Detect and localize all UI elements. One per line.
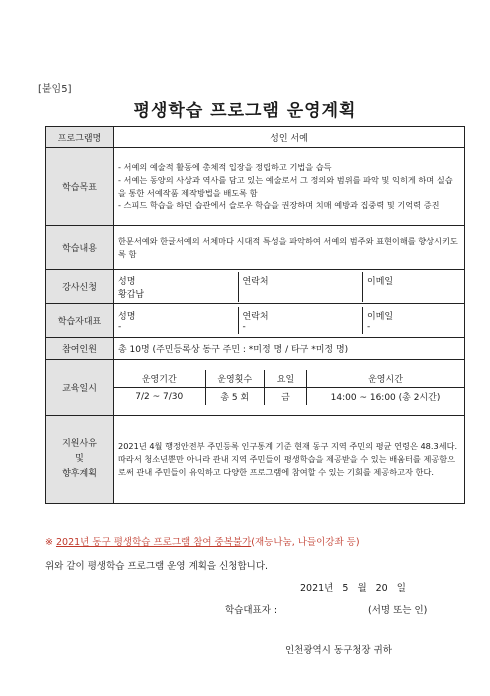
schedule-count-value: 총 5 회	[205, 388, 265, 406]
program-plan-table	[45, 126, 465, 504]
row-learner-rep	[46, 304, 465, 338]
schedule-header-period: 운영기간	[114, 370, 205, 388]
program-name-label: 프로그램명	[46, 127, 114, 148]
learner-rep-label: 학습자대표	[46, 304, 114, 338]
schedule-header-time: 운영시간	[307, 370, 465, 388]
apply-statement: 위와 같이 평생학습 프로그램 운영 계획을 신청합니다.	[45, 561, 269, 572]
reason-value: 2021년 4월 행정안전부 주민등록 인구통계 기준 현재 동구 지역 주민의 평균 연령은 48.3세다. 따라서 청소년뿐만 아니라 관내 지역 주민들이 평생학습을 제공받을 수 있는 배움터를 제공함으로써 관내 주민들이 유익하고 다양한 프로그램에 참여할 수 있는 기회를 제공하고자 한다.	[114, 416, 465, 504]
instructor-contact-label: 연락처	[242, 276, 269, 287]
row-content	[46, 226, 465, 270]
goal-item: - 스피드 학습을 하던 습관에서 슬로우 학습을 권장하며 치매 예방과 집중력 및 기억력 증진	[118, 200, 440, 211]
document-title: 평생학습 프로그램 운영계획	[133, 101, 357, 121]
learner-rep-email-label: 이메일	[367, 312, 394, 322]
schedule-time-value: 14:00 ~ 16:00 (총 2시간)	[330, 393, 441, 403]
row-participants	[46, 338, 465, 360]
participants-label: 참여인원	[46, 338, 114, 360]
content-value: 한문서예와 한글서예의 서체마다 시대적 특성을 파악하여 서예의 범주와 표현이해를 향상시키도록 함	[114, 226, 465, 270]
goal-item: - 서예는 동양의 사상과 역사를 담고 있는 예술로서 그 정의와 범위를 파악 및 익히게 하며 실습을 통한 서예작품 제작방법을 배도록 함	[118, 174, 453, 198]
representative-label: 학습대표자 :	[225, 605, 278, 616]
recipient: 인천광역시 동구청장 귀하	[285, 645, 392, 656]
row-goals	[46, 148, 465, 226]
learner-rep-name-label: 성명	[118, 312, 136, 322]
learner-rep-contact-label: 연락처	[242, 312, 269, 322]
goals-value	[114, 148, 465, 226]
schedule-day-value: 금	[265, 388, 307, 406]
participants-value: 총 10명 (주민등록상 동구 주민 : *미정 명 / 타구 *미정 명)	[114, 338, 465, 360]
content-label: 학습내용	[46, 226, 114, 270]
signature-label: (서명 또는 인)	[368, 605, 428, 616]
instructor-name-value: 황갑남	[118, 289, 145, 300]
attachment-label: [붙임5]	[38, 84, 72, 95]
instructor-label: 강사신청	[46, 270, 114, 304]
instructor-email-label: 이메일	[367, 276, 394, 287]
goal-item: - 서예의 예술적 활동에 총체적 입장을 정립하고 기법을 습득	[118, 162, 332, 173]
row-reason	[46, 416, 465, 504]
duplicate-notice: ※ 2021년 동구 평생학습 프로그램 참여 중복불가(재능나눔, 나들이강좌 등)	[45, 537, 360, 548]
instructor-name-label: 성명	[118, 276, 136, 287]
learner-rep-contact-value: -	[242, 322, 246, 332]
learner-rep-email-value: -	[367, 322, 371, 332]
schedule-label: 교육일시	[46, 360, 114, 416]
schedule-header-count: 운영횟수	[205, 370, 265, 388]
goals-label: 학습목표	[46, 148, 114, 226]
schedule-header-day: 요일	[265, 370, 307, 388]
row-program-name	[46, 127, 465, 148]
reason-label: 지원사유 및 향후계획	[46, 416, 114, 504]
row-schedule	[46, 360, 465, 416]
row-instructor	[46, 270, 465, 304]
program-name-value: 성인 서예	[114, 127, 465, 148]
learner-rep-name-value: -	[118, 322, 122, 332]
application-date: 2021년 5 월 20 일	[300, 583, 406, 594]
schedule-period-value: 7/2 ~ 7/30	[114, 388, 205, 406]
